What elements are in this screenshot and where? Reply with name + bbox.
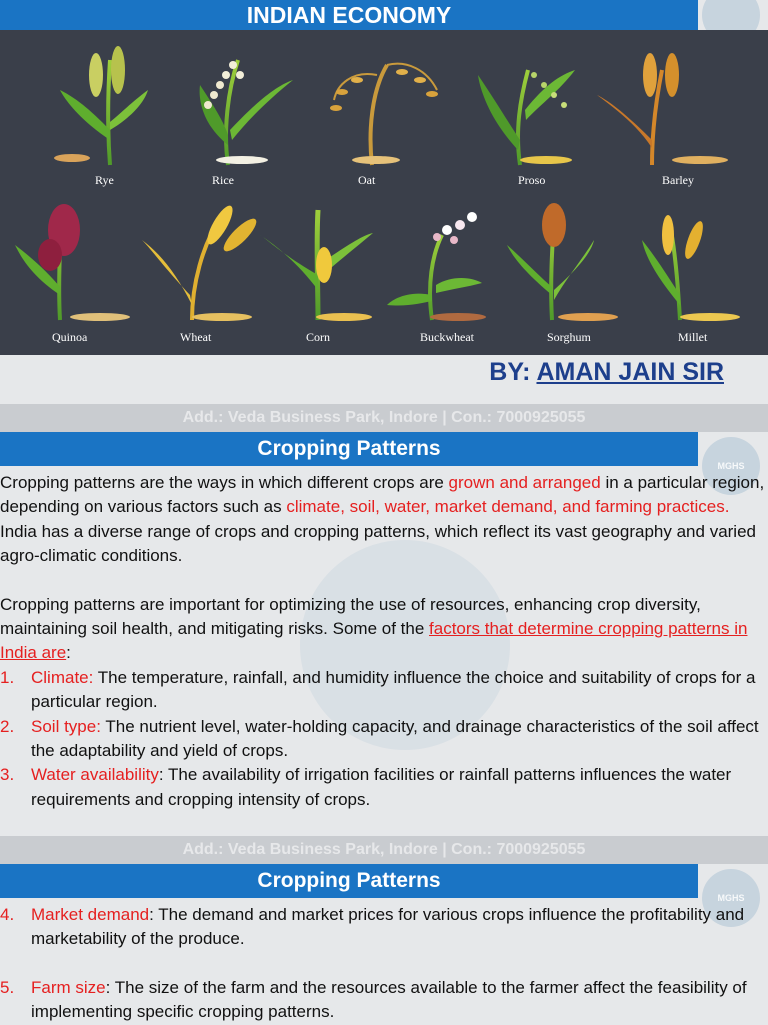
label-oat: Oat [358,173,376,187]
list-item: 5. Farm size: The size of the farm and the resources available to the farmer affect the feasibility of implementing specific cropping patterns. [0,977,747,1022]
crops-svg [0,30,768,355]
list-item: 2. Soil type: The nutrient level, water-holding capacity, and drainage characteristics of the soil affect the adaptability and yield of crops. [0,716,759,761]
address-text: Add.: Veda Business Park, Indore | Con.: 7000925055 [182,841,586,858]
paragraph-importance: Cropping patterns are important for optimizing the use of resources, enhancing crop diversity, maintaining soil health, and mitigating risks. Some of the factors that determine cropping patterns in India are: [0,594,748,663]
section-content [0,471,768,812]
list-item: 3. Water availability: The availability of irrigation facilities or rainfall patterns influences the water requirements and cropping intensity of crops. [0,765,732,809]
crop-barley-icon [597,53,728,165]
section-banner [0,432,698,466]
mghs-logo-icon: MGHS [702,869,760,927]
list-item: 4. Market demand: The demand and market prices for various crops influence the profitability and marketability of the produce. [0,905,745,949]
factors-list-continued [0,976,768,1025]
crop-rye-icon [54,46,148,165]
crop-buckwheat-icon [387,212,486,321]
section-title: Cropping Patterns [257,437,441,460]
crops-illustration [0,30,768,355]
top-banner [0,0,698,30]
address-band [0,404,768,432]
crop-millet-icon [642,215,740,321]
crop-sorghum-icon [507,203,618,321]
factors-list-continued [0,903,768,952]
crop-quinoa-icon [15,204,130,321]
label-sorghum: Sorghum [547,330,591,344]
label-corn: Corn [306,330,330,344]
crop-proso-icon [478,70,575,165]
author-name: AMAN JAIN SIR [536,358,724,386]
mghs-logo-icon: MGHS [702,437,760,495]
section-title: Cropping Patterns [257,869,441,892]
address-band [0,836,768,864]
crop-oat-icon [330,64,438,165]
list-item: 1. Climate: The temperature, rainfall, and humidity influence the choice and suitability of crops for a particular region. [0,667,756,712]
address-text: Add.: Veda Business Park, Indore | Con.: 7000925055 [182,409,586,426]
paragraph-definition: Cropping patterns are the ways in which different crops are grown and arranged in a particular region, depending on various factors such as climate, soil, water, market demand, and farming practices. India has a diverse range of crops and cropping patterns, which reflect its vast geography and varied agro-climatic conditions. [0,473,765,566]
crop-wheat-icon [142,202,261,321]
label-quinoa: Quinoa [52,330,88,344]
factors-link: factors that determine cropping patterns in India are [0,619,748,663]
byline-prefix: BY: [489,358,531,386]
banner-title: INDIAN ECONOMY [246,2,452,28]
label-rice: Rice [212,173,234,187]
crop-rice-icon [200,60,293,165]
label-wheat: Wheat [180,330,212,344]
label-rye: Rye [95,173,114,187]
factors-list [0,666,768,812]
label-proso: Proso [518,173,546,187]
section-banner [0,864,698,898]
byline [489,358,724,387]
label-buckwheat: Buckwheat [420,330,474,344]
label-barley: Barley [662,173,694,187]
section-content [0,903,768,1025]
label-millet: Millet [678,330,708,344]
crop-corn-icon [260,210,373,321]
